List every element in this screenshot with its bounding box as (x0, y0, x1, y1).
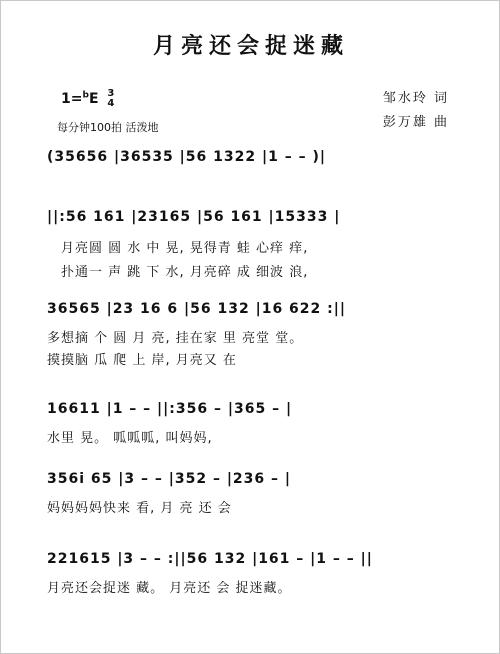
lyric-line-6: 月亮还会捉迷 藏。 月亮还 会 捉迷藏。 (47, 581, 292, 596)
lyric-line-2-verse-1: 月亮圆 圆 水 中 晃, 晃得青 蛙 心痒 痒, (61, 241, 309, 256)
notation-line-4: 16611 |1 – – ||:356 – |365 – | (47, 401, 293, 417)
key-note: E (88, 91, 99, 107)
key-signature (61, 89, 114, 109)
notation-line-5: 356i 65 |3 – – |352 – |236 – | (47, 471, 292, 487)
lyric-line-3-verse-1: 多想摘 个 圆 月 亮, 挂在家 里 亮堂 堂。 (47, 331, 304, 346)
meter-top: 3 (107, 88, 115, 99)
time-signature (107, 89, 114, 109)
flat-sign: b (82, 90, 89, 101)
song-title: 月亮还会捉迷藏 (152, 34, 349, 59)
lyric-line-3-verse-2: 摸摸脑 瓜 爬 上 岸, 月亮又 在 (47, 353, 237, 368)
notation-line-3: 36565 |23 16 6 |56 132 |16 622 :|| (47, 301, 346, 317)
lyricist-credit: 邹水玲 词 (382, 91, 449, 106)
notation-line-6: 221615 |3 – – :||56 132 |161 – |1 – – || (47, 551, 373, 567)
notation-line-intro: (35656 |36535 |56 1322 |1 – – )| (47, 149, 326, 165)
meter-bottom: 4 (107, 98, 115, 109)
tempo-marking: 每分钟100拍 活泼地 (57, 121, 159, 134)
composer-credit: 彭万雄 曲 (382, 115, 449, 130)
lyric-line-5: 妈妈妈妈快来 看, 月 亮 还 会 (47, 501, 232, 516)
key-prefix: 1= (61, 91, 83, 107)
lyric-line-4: 水里 晃。 呱呱呱, 叫妈妈, (47, 431, 213, 446)
notation-line-2: ||:56 161 |23165 |56 161 |15333 | (47, 209, 341, 225)
lyric-line-2-verse-2: 扑通一 声 跳 下 水, 月亮碎 成 细波 浪, (61, 265, 309, 280)
